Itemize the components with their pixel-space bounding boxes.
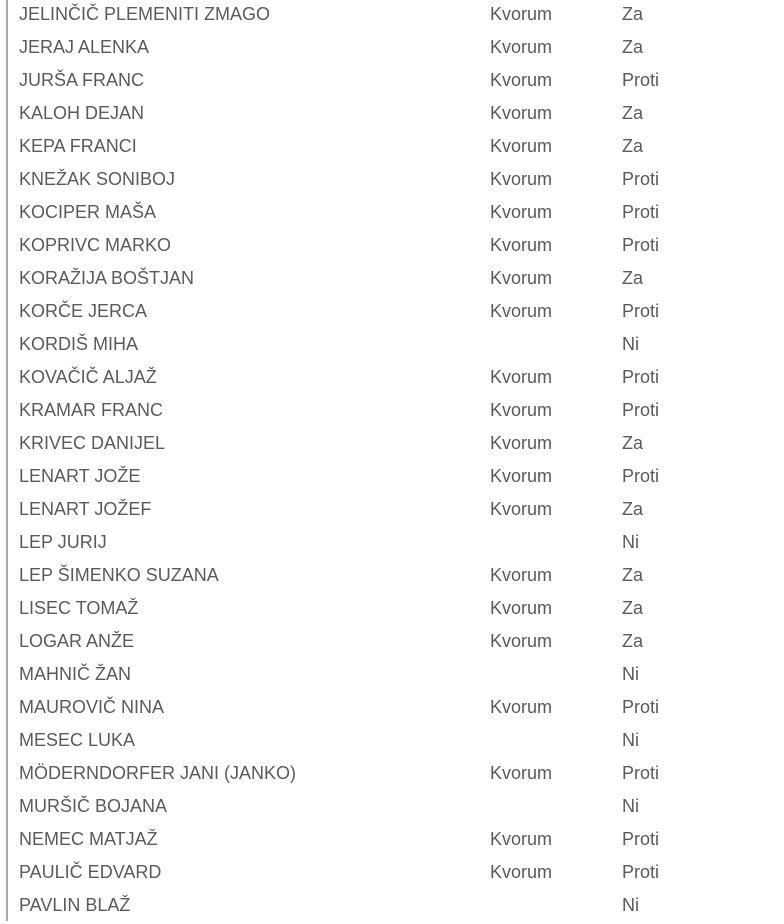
vote-value: Za (622, 268, 644, 288)
vote-value: Proti (622, 466, 660, 486)
vote-value: Ni (622, 532, 639, 552)
vote-value: Za (622, 631, 644, 651)
vote-value: Proti (622, 763, 660, 783)
table-row (19, 264, 759, 297)
vote-value: Proti (622, 862, 660, 882)
member-name: MAHNIČ ŽAN (19, 664, 131, 684)
vote-value: Za (622, 433, 644, 453)
table-row (19, 792, 759, 825)
quorum-status: Kvorum (490, 268, 553, 288)
quorum-status: Kvorum (490, 466, 553, 486)
vote-value: Proti (622, 400, 660, 420)
member-name: PAVLIN BLAŽ (19, 895, 131, 915)
quorum-status: Kvorum (490, 400, 553, 420)
table-row (19, 561, 759, 594)
table-row (19, 363, 759, 396)
quorum-status: Kvorum (490, 37, 553, 57)
quorum-status: Kvorum (490, 763, 553, 783)
quorum-status: Kvorum (490, 697, 553, 717)
member-name: KOCIPER MAŠA (19, 202, 157, 222)
vote-value: Proti (622, 202, 660, 222)
member-name: KRIVEC DANIJEL (19, 433, 166, 453)
table-row (19, 330, 759, 363)
vote-value: Ni (622, 730, 639, 750)
member-name: MÖDERNDORFER JANI (JANKO) (19, 763, 297, 783)
table-row (19, 0, 759, 33)
table-row (19, 429, 759, 462)
vote-value: Proti (622, 301, 660, 321)
vote-results-table (19, 0, 759, 924)
table-row (19, 495, 759, 528)
quorum-status: Kvorum (490, 598, 553, 618)
member-name: JELINČIČ PLEMENITI ZMAGO (19, 4, 271, 24)
member-name: KORAŽIJA BOŠTJAN (19, 268, 195, 288)
table-row (19, 858, 759, 891)
vote-value: Ni (622, 664, 639, 684)
member-name: PAULIČ EDVARD (19, 862, 162, 882)
vote-value: Za (622, 4, 644, 24)
vote-value: Proti (622, 367, 660, 387)
table-row (19, 33, 759, 66)
quorum-status: Kvorum (490, 169, 553, 189)
member-name: LENART JOŽE (19, 466, 141, 486)
quorum-status: Kvorum (490, 433, 553, 453)
member-name: KORČE JERCA (19, 301, 148, 321)
table-row (19, 693, 759, 726)
table-row (19, 726, 759, 759)
quorum-status: Kvorum (490, 565, 553, 585)
vote-value: Proti (622, 697, 660, 717)
vote-value: Proti (622, 169, 660, 189)
member-name: LENART JOŽEF (19, 499, 152, 519)
member-name: MESEC LUKA (19, 730, 136, 750)
member-name: LEP ŠIMENKO SUZANA (19, 565, 219, 585)
member-name: KNEŽAK SONIBOJ (19, 169, 176, 189)
table-row (19, 825, 759, 858)
member-name: KORDIŠ MIHA (19, 334, 139, 354)
vote-value: Za (622, 598, 644, 618)
quorum-status: Kvorum (490, 862, 553, 882)
member-name: MAUROVIČ NINA (19, 697, 165, 717)
vote-value: Ni (622, 796, 639, 816)
member-name: KALOH DEJAN (19, 103, 145, 123)
member-name: KOPRIVC MARKO (19, 235, 172, 255)
quorum-status: Kvorum (490, 4, 553, 24)
table-row (19, 891, 759, 924)
member-name: KOVAČIČ ALJAŽ (19, 367, 157, 387)
quorum-status: Kvorum (490, 103, 553, 123)
member-name: LOGAR ANŽE (19, 631, 135, 651)
member-name: NEMEC MATJAŽ (19, 829, 158, 849)
table-row (19, 231, 759, 264)
member-name: MURŠIČ BOJANA (19, 796, 168, 816)
quorum-status: Kvorum (490, 235, 553, 255)
vote-value: Proti (622, 235, 660, 255)
quorum-status: Kvorum (490, 70, 553, 90)
quorum-status: Kvorum (490, 829, 553, 849)
table-row (19, 396, 759, 429)
quorum-status: Kvorum (490, 136, 553, 156)
quorum-status: Kvorum (490, 301, 553, 321)
vote-value: Za (622, 565, 644, 585)
member-name: LEP JURIJ (19, 532, 107, 552)
table-row (19, 759, 759, 792)
member-name: KEPA FRANCI (19, 136, 137, 156)
quorum-status: Kvorum (490, 202, 553, 222)
table-row (19, 594, 759, 627)
vote-value: Za (622, 37, 644, 57)
quorum-status: Kvorum (490, 631, 553, 651)
vote-value: Ni (622, 895, 639, 915)
vote-value: Za (622, 499, 644, 519)
table-row (19, 66, 759, 99)
member-name: KRAMAR FRANC (19, 400, 164, 420)
vote-value: Ni (622, 334, 639, 354)
table-row (19, 165, 759, 198)
member-name: JURŠA FRANC (19, 70, 145, 90)
table-row (19, 297, 759, 330)
member-name: JERAJ ALENKA (19, 37, 150, 57)
vote-value: Za (622, 103, 644, 123)
vote-value: Proti (622, 70, 660, 90)
table-row (19, 198, 759, 231)
table-row (19, 99, 759, 132)
table-row (19, 627, 759, 660)
vote-value: Za (622, 136, 644, 156)
vote-value: Proti (622, 829, 660, 849)
member-name: LISEC TOMAŽ (19, 598, 139, 618)
table-row (19, 528, 759, 561)
quorum-status: Kvorum (490, 367, 553, 387)
table-row (19, 462, 759, 495)
table-left-border (6, 0, 8, 921)
table-row (19, 132, 759, 165)
quorum-status: Kvorum (490, 499, 553, 519)
table-row (19, 660, 759, 693)
